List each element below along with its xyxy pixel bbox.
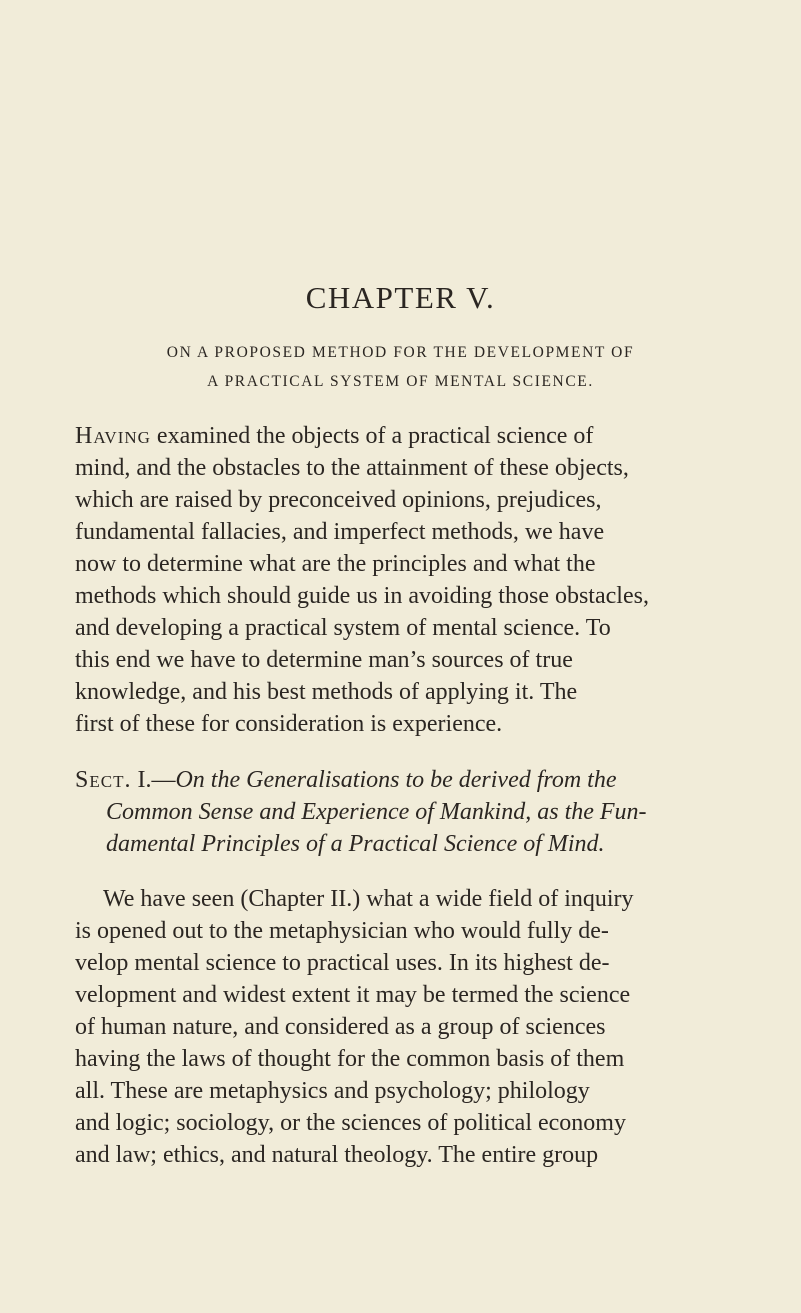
section-heading-line	[75, 768, 727, 792]
intro-line: which are raised by preconceived opinions, prejudices,	[75, 487, 602, 513]
section-heading-line: damental Principles of a Practical Science of Mind.	[106, 831, 605, 857]
intro-line: mind, and the obstacles to the attainment of these objects,	[75, 455, 629, 481]
intro-line	[75, 424, 727, 448]
body-line: is opened out to the metaphysician who would fully de-	[75, 918, 609, 944]
intro-opening-word: Having	[75, 423, 151, 449]
intro-line: and developing a practical system of mental science. To	[75, 615, 611, 641]
body-line: We have seen (Chapter II.) what a wide field of inquiry	[103, 886, 634, 912]
section-heading-line: Common Sense and Experience of Mankind, as the Fun-	[106, 799, 647, 825]
body-line: all. These are metaphysics and psychology; philology	[75, 1078, 590, 1104]
chapter-subtitle-line-1: ON A PROPOSED METHOD FOR THE DEVELOPMENT OF	[166, 344, 635, 361]
section-title-text: On the Generalisations to be derived from the	[175, 767, 617, 793]
chapter-title: CHAPTER V.	[305, 280, 496, 315]
body-line: having the laws of thought for the common basis of them	[75, 1046, 625, 1072]
section-label: Sect.	[75, 767, 132, 793]
body-line: velopment and widest extent it may be termed the science	[75, 982, 631, 1008]
body-line: and logic; sociology, or the sciences of political economy	[75, 1110, 626, 1136]
intro-line: methods which should guide us in avoiding those obstacles,	[75, 583, 649, 609]
intro-line: knowledge, and his best methods of applying it. The	[75, 679, 578, 705]
intro-line: first of these for consideration is experience.	[75, 711, 503, 737]
body-line: and law; ethics, and natural theology. The entire group	[75, 1142, 599, 1168]
body-line: velop mental science to practical uses. In its highest de-	[75, 950, 610, 976]
intro-line: now to determine what are the principles and what the	[75, 551, 596, 577]
intro-line: fundamental fallacies, and imperfect methods, we have	[75, 519, 605, 545]
intro-line-text: examined the objects of a practical science of	[150, 423, 594, 449]
body-line: of human nature, and considered as a group of sciences	[75, 1014, 606, 1040]
section-number: I.—	[131, 767, 176, 793]
chapter-subtitle-line-2: A PRACTICAL SYSTEM OF MENTAL SCIENCE.	[207, 373, 594, 390]
intro-line: this end we have to determine man’s sources of true	[75, 647, 573, 673]
